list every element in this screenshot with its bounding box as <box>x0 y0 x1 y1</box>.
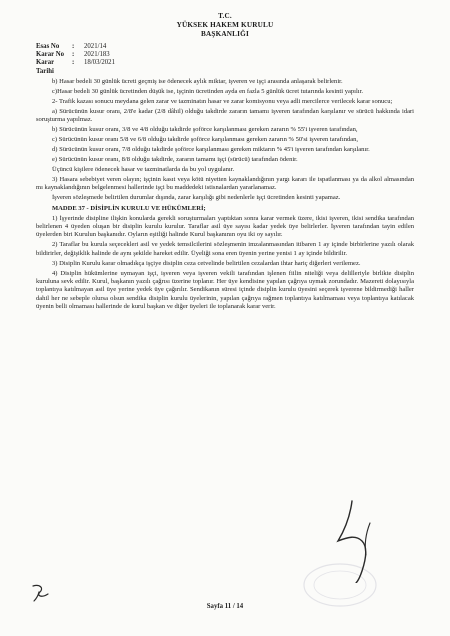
body-paragraph: a) Sürücünün kusur oranı, 2/8'e kadar (2/8 dâhil) olduğu takdirde zararın tamamı işveren tarafından karşılanır ve sürücü hakkında idari soruşturma yapılmaz. <box>36 107 414 124</box>
body-paragraph: b) Hasar bedeli 30 günlük ücreti geçmiş ise ödenecek aylık miktar, işveren ve işçi arasında anlaşarak belirlenir. <box>52 78 343 85</box>
meta-sep: : <box>72 51 75 59</box>
header-line-department: BAŞKANLIĞI <box>201 30 249 38</box>
meta-row-date <box>36 59 115 75</box>
body-paragraph: Üçüncü kişilere ödenecek hasar ve tazminatlarda da bu yol uygulanır. <box>52 165 235 173</box>
section-paragraph: 3) Disiplin Kurulu karar olmadıkça işçiye disiplin ceza cetvelinde belirtilen cezalardan ihtar hariç diğerleri verilemez. <box>52 259 361 267</box>
body-paragraph: c) Sürücünün kusur oranı 5/8 ve 6/8 olduğu takdirde şoförce karşılanması gereken zararın % 50'si işveren tarafından, <box>52 136 359 144</box>
meta-row-esas <box>36 43 115 51</box>
document-header <box>0 12 450 39</box>
meta-value: 2021/183 <box>84 51 110 59</box>
body-paragraph: d) Sürücünün kusur oranı, 7/8 olduğu takdirde şoförce karşılanması gereken miktarın % 45'i işveren tarafından karşılanır. <box>52 145 370 153</box>
header-line-tc: T.C. <box>218 12 232 20</box>
meta-key: Karar No <box>36 51 65 59</box>
section-paragraph: 2) Taraflar bu kurula seçecekleri asil ve yedek temsilcilerini sözleşmenin imzalanmasından itibaren 1 ay içinde birbirlerine yazılı olarak bildirirler, değişiklik halinde de aynı şekilde hareket edilir. Üyeliği sona eren üyenin yerine yenisi 1 ay içinde bildirilir. <box>36 241 414 257</box>
section-paragraph: 1) İşyerinde disipline ilişkin konularda gerekli soruşturmaları yaptıktan sonra karar vermek üzere, ikisi işveren, ikisi sendika tarafından belirlenen 4 üyeden oluşan bir disiplin kurulu kurulur. Taraflar asil üye sayısı kadar yedek üye belirlerler. İşveren tarafından tayin edilen üyelerden biri Kurulun başkanıdır. Oyların eşitliği halinde Kurul başkanının oyu iki oy sayılır. <box>36 214 414 239</box>
body-paragraph: e) Sürücünün kusur oranı, 8/8 olduğu takdirde, zararın tamamı işçi (sürücü) tarafından ödenir. <box>52 155 298 163</box>
body-paragraph: 3) Hasara sebebiyet veren olayın; işçinin kasıt veya kötü niyetten kaynaklandığının yargı kararı ile ispatlanması ya da alkol almasından mı kaynaklandığının belgelenmesi hallerinde işçi bu maddedeki istisnalardan yararlanamaz. <box>36 175 414 192</box>
body-paragraph: İşveren sözleşmede belirtilen durumlar dışında, zarar karşılığı gibi nedenlerle işçi ücretinden kesinti yapamaz. <box>52 194 341 202</box>
meta-value: 2021/14 <box>84 43 107 50</box>
header-line-institution: YÜKSEK HAKEM KURULU <box>176 21 274 29</box>
meta-sep: : <box>72 43 75 50</box>
signature-mark <box>322 497 386 583</box>
case-meta <box>36 43 115 76</box>
meta-row-karar <box>36 51 115 59</box>
initial-mark <box>30 582 52 602</box>
section-title: MADDE 37 - DİSİPLİN KURULU VE HÜKÜMLERİ; <box>52 205 206 213</box>
body-paragraph: 2- Trafik kazası sonucu meydana gelen zarar ve tazminatın hasar ve zarar komisyonu veya adli mercilerce verilecek karar sonucu; <box>52 97 393 105</box>
body-paragraph: c)Hasar bedeli 30 günlük ücretinden düşük ise, işçinin ücretinden ayda en fazla 5 günlük ücret tutarında kesinti yapılır. <box>52 87 364 95</box>
body-paragraph: b) Sürücünün kusur oranı, 3/8 ve 4/8 olduğu takdirde şoförce karşılanması gereken zararın % 55'i işveren tarafından, <box>52 126 358 134</box>
page-number: Sayfa 11 / 14 <box>206 603 244 610</box>
meta-value: 18/03/2021 <box>84 59 115 67</box>
meta-sep: : <box>72 59 75 67</box>
meta-key: Esas No <box>36 43 60 50</box>
meta-key: Karar Tarihi <box>36 59 54 75</box>
document-body <box>36 78 414 313</box>
section-paragraph: 4) Disiplin hükümlerine uymayan işçi, işveren veya işveren vekili tarafından işlenen fiilin niteliği veya delilleriyle birlikte disiplin kuruluna sevk edilir. Kurul, başkanın yazılı çağrısı üzerine toplanır. Her üye kendisine yapılan çağrıya uymak zorundadır. Mazereti dolayısıyla toplantıya katılmayan asil üye yerine yedek üye çağırılır. Sendikanın süresi içinde disiplin kurulu üyesini seçerek işverene bildirmediği haller dahil her ne sebeple olursa olsun sendika disiplin kurulu üyelerinin, yapılan çağrıya rağmen toplantıya katılmaması veya toplantıya katılacak üyenin belli olmaması hallerinde de kurul başkan ve diğer üyeleri ile toplanarak karar verir. <box>36 269 414 310</box>
